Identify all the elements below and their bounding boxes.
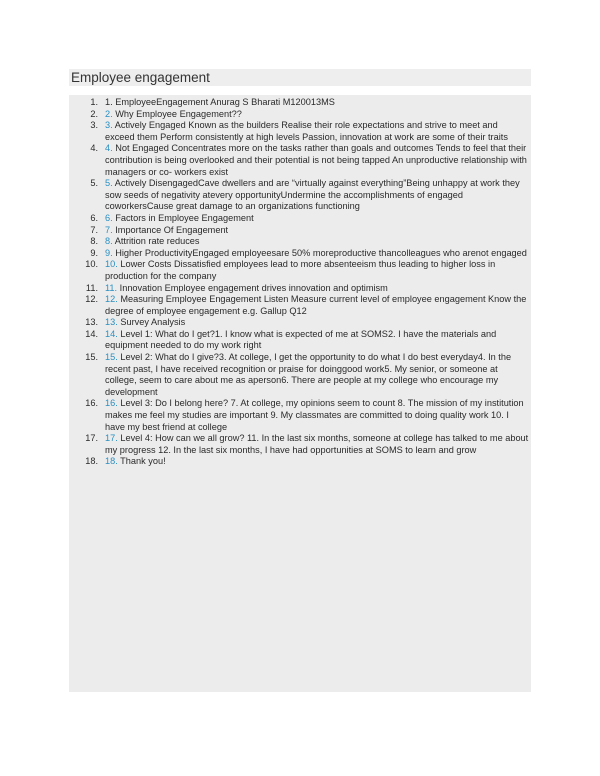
list-item xyxy=(69,109,531,121)
item-text: Why Employee Engagement?? xyxy=(115,108,242,119)
item-number: 13. xyxy=(105,317,118,328)
item-index: 9. xyxy=(90,247,98,258)
list-item xyxy=(69,352,531,398)
list-item xyxy=(69,178,531,213)
item-text: Importance Of Engagement xyxy=(115,224,229,235)
list-item xyxy=(69,143,531,178)
item-number: 18. xyxy=(105,456,118,467)
item-index: 15. xyxy=(85,352,98,363)
item-number: 16. xyxy=(105,398,118,409)
list-item xyxy=(69,97,531,109)
item-index: 17. xyxy=(85,433,98,444)
item-text: Actively DisengagedCave dwellers and are “virtually against everything”Being unhappy at work they sow seeds of negativity atevery opportunityUndermine the accomplishments of engaged coworkersCause great damage to an organizations functioning xyxy=(105,178,520,212)
item-text: Lower Costs Dissatisfied employees lead to more absenteeism thus leading to higher loss in production for the company xyxy=(105,259,496,281)
item-text: Factors in Employee Engagement xyxy=(115,212,254,223)
item-text: Level 3: Do I belong here? 7. At college, my opinions seem to count 8. The mission of my institution makes me feel my studies are important 9. My classmates are committed to doing quality work 10. I have my best friend at college xyxy=(105,398,524,432)
list-item xyxy=(69,398,531,433)
item-number: 2. xyxy=(105,108,113,119)
item-text: Level 2: What do I give?3. At college, I get the opportunity to do what I do best everyday4. In the recent past, I have received recognition or praise for doinggood work5. My senior, or someone at college, seem to care about me as aperson6. There are people at my college who encourage my development xyxy=(105,352,512,397)
list-item xyxy=(69,225,531,237)
item-number: 10. xyxy=(105,259,118,270)
list-item xyxy=(69,248,531,260)
item-index: 1. xyxy=(90,97,98,107)
list-item xyxy=(69,433,531,456)
item-number: 12. xyxy=(105,294,118,305)
item-index: 18. xyxy=(85,456,98,467)
item-number: 1. xyxy=(105,97,113,107)
item-index: 12. xyxy=(85,294,98,305)
item-index: 2. xyxy=(90,108,98,119)
item-index: 5. xyxy=(90,178,98,189)
list-item xyxy=(69,456,531,468)
list-item xyxy=(69,120,531,143)
item-index: 6. xyxy=(90,212,98,223)
list-item xyxy=(69,259,531,282)
item-text: Attrition rate reduces xyxy=(114,236,200,247)
item-text: Thank you! xyxy=(120,456,166,467)
item-number: 3. xyxy=(105,120,113,131)
item-index: 14. xyxy=(85,328,98,339)
item-text: Not Engaged Concentrates more on the tasks rather than goals and outcomes Tends to feel that their contribution is being overlooked and their potential is not being tapped An unproductive relationship with managers or co- workers exist xyxy=(105,143,527,177)
item-text: Level 1: What do I get?1. I know what is expected of me at SOMS2. I have the materials and equipment needed to do my work right xyxy=(105,328,497,351)
item-text: Innovation Employee engagement drives innovation and optimism xyxy=(119,282,388,293)
list-item xyxy=(69,213,531,225)
item-number: 5. xyxy=(105,178,113,189)
item-number: 6. xyxy=(105,212,113,223)
item-text: Higher ProductivityEngaged employeesare 50% moreproductive thancolleagues who arenot engaged xyxy=(115,247,527,258)
item-number: 15. xyxy=(105,352,118,363)
item-text: Measuring Employee Engagement Listen Measure current level of employee engagement Know the degree of employee engagement e.g. Gallup Q12 xyxy=(105,294,527,316)
item-index: 3. xyxy=(90,120,98,131)
item-number: 17. xyxy=(105,433,118,444)
list-item xyxy=(69,317,531,329)
item-text: Survey Analysis xyxy=(120,317,186,328)
item-number: 8. xyxy=(105,236,113,247)
item-index: 4. xyxy=(90,143,98,154)
item-index: 16. xyxy=(85,398,98,409)
item-text: Level 4: How can we all grow? 11. In the last six months, someone at college has talked to me about my progress 12. In the last six months, I have had opportunities at SOMS to learn and grow xyxy=(105,433,529,455)
item-text: EmployeeEngagement Anurag S Bharati M120013MS xyxy=(115,97,335,107)
list-item xyxy=(69,294,531,317)
item-number: 11. xyxy=(105,282,118,293)
item-number: 4. xyxy=(105,143,113,154)
slide-list xyxy=(69,97,531,468)
item-index: 7. xyxy=(90,224,98,235)
item-index: 11. xyxy=(85,282,98,293)
item-text: Actively Engaged Known as the builders Realise their role expectations and strive to meet and exceed them Perform consistently at high levels Passion, innovation at work are some of their traits xyxy=(105,120,508,142)
item-number: 7. xyxy=(105,224,113,235)
list-item xyxy=(69,283,531,295)
list-item xyxy=(69,236,531,248)
page-title: Employee engagement xyxy=(69,69,531,86)
item-index: 8. xyxy=(90,236,98,247)
item-number: 9. xyxy=(105,247,113,258)
item-number: 14. xyxy=(105,328,118,339)
item-index: 13. xyxy=(85,317,98,328)
item-index: 10. xyxy=(85,259,98,270)
list-item xyxy=(69,329,531,352)
